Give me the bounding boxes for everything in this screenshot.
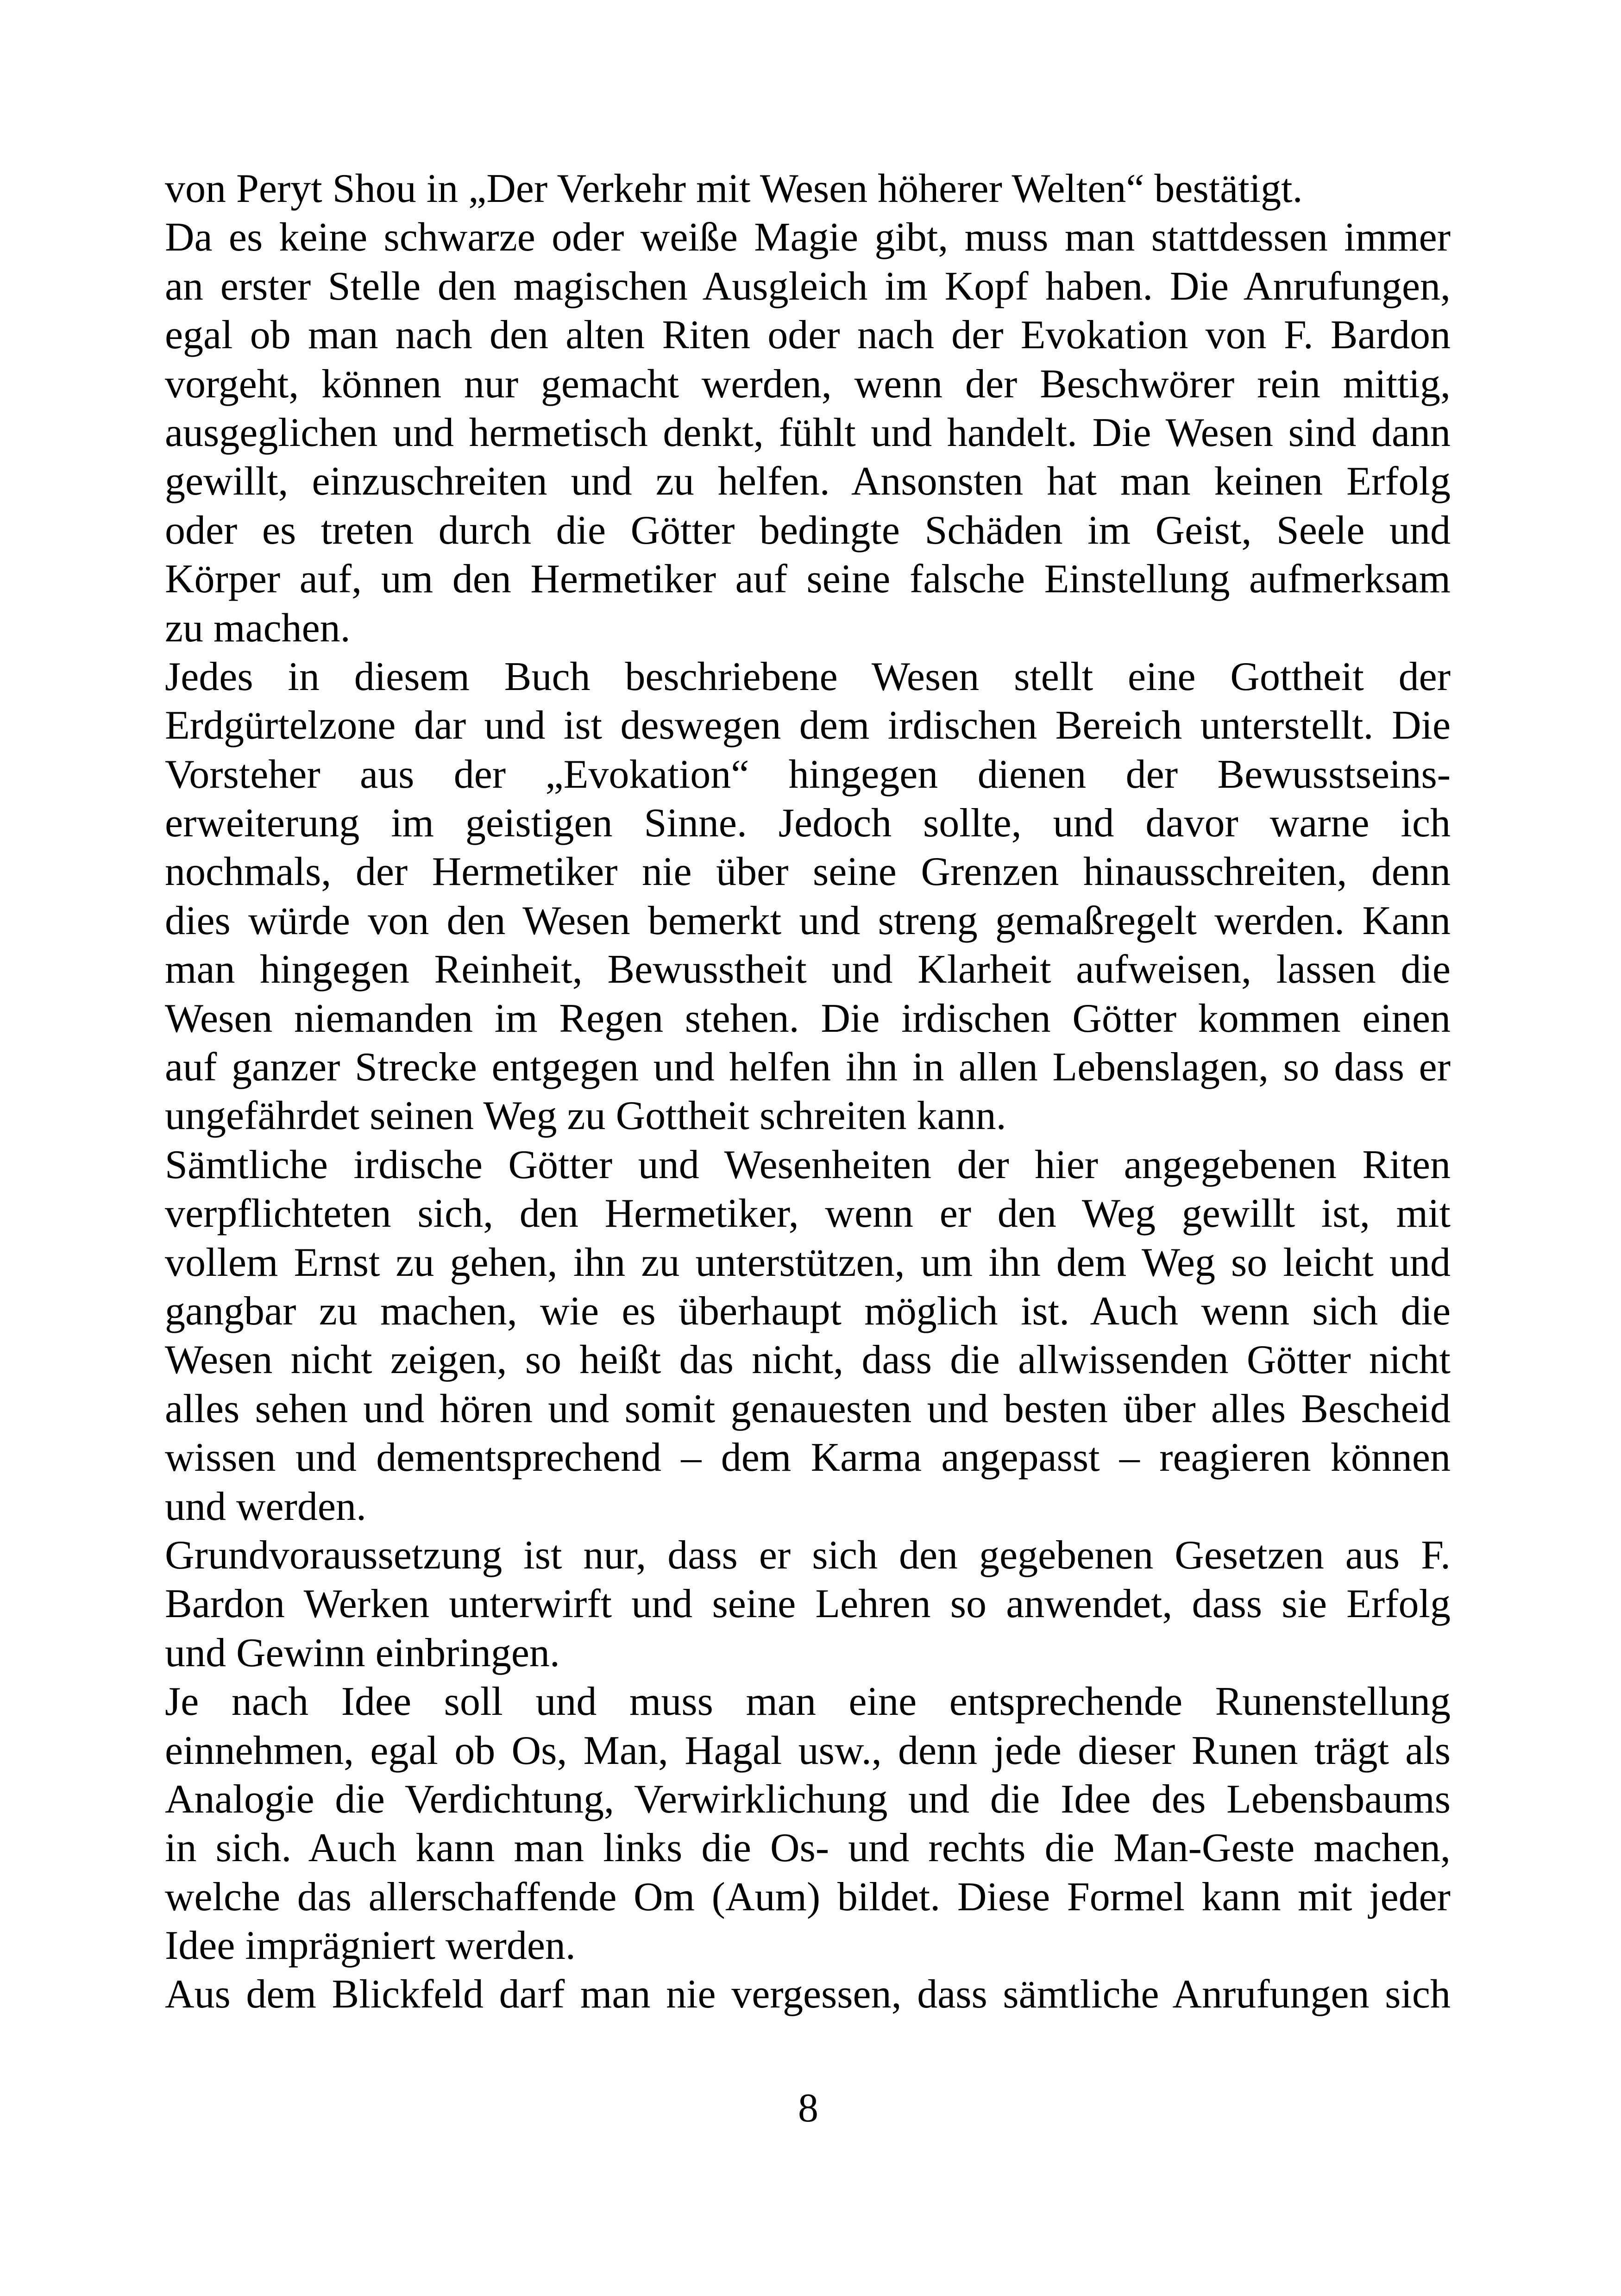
paragraph (165, 213, 1451, 652)
paragraph (165, 164, 1451, 213)
text-line: ausgeglichen und hermetisch denkt, fühlt und handelt. Die Wesen sind dann (165, 410, 1451, 455)
text-line: Je nach Idee soll und muss man eine entsprechende Runenstellung (165, 1679, 1451, 1725)
text-line: an erster Stelle den magischen Ausgleich im Kopf haben. Die Anrufungen, (165, 263, 1451, 309)
text-line: wissen und dementsprechend – dem Karma angepasst – reagieren können (165, 1435, 1451, 1480)
text-line: egal ob man nach den alten Riten oder nach der Evokation von F. Bardon (165, 313, 1451, 358)
text-line: Vorsteher aus der „Evokation“ hingegen dienen der Bewusstseins- (165, 752, 1451, 797)
text-line: gangbar zu machen, wie es überhaupt möglich ist. Auch wenn sich die (165, 1288, 1451, 1334)
text-line: auf ganzer Strecke entgegen und helfen ihn in allen Lebenslagen, so dass er (165, 1045, 1451, 1090)
text-line: Grundvoraussetzung ist nur, dass er sich den gegebenen Gesetzen aus F. (165, 1532, 1451, 1578)
text-line: und Gewinn einbringen. (165, 1630, 560, 1675)
text-line: Idee imprägniert werden. (165, 1923, 576, 1969)
paragraph (165, 1531, 1451, 1677)
text-line: vorgeht, können nur gemacht werden, wenn der Beschwörer rein mittig, (165, 361, 1451, 407)
text-line: alles sehen und hören und somit genauesten und besten über alles Bescheid (165, 1386, 1451, 1431)
text-line: von Peryt Shou in „Der Verkehr mit Wesen höherer Welten“ bestätigt. (165, 166, 1303, 211)
page-number-text: 8 (798, 2086, 818, 2131)
text-line: Körper auf, um den Hermetiker auf seine falsche Einstellung aufmerksam (165, 557, 1451, 602)
text-line: nochmals, der Hermetiker nie über seine Grenzen hinausschreiten, denn (165, 849, 1451, 895)
text-line: oder es treten durch die Götter bedingte Schäden im Geist, Seele und (165, 508, 1451, 553)
text-line: Wesen niemanden im Regen stehen. Die irdischen Götter kommen einen (165, 996, 1451, 1041)
text-line: ungefährdet seinen Weg zu Gottheit schreiten kann. (165, 1093, 1006, 1139)
text-line: Sämtliche irdische Götter und Wesenheiten der hier angegebenen Riten (165, 1142, 1451, 1187)
text-line: in sich. Auch kann man links die Os- und rechts die Man-Geste machen, (165, 1826, 1451, 1871)
paragraph (165, 1141, 1451, 1531)
text-line: Aus dem Blickfeld darf man nie vergessen, dass sämtliche Anrufungen sich (165, 1972, 1451, 2017)
text-line: Erdgürtelzone dar und ist deswegen dem irdischen Bereich unterstellt. Die (165, 703, 1451, 748)
text-line: Analogie die Verdichtung, Verwirklichung und die Idee des Lebensbaums (165, 1776, 1451, 1822)
text-line: welche das allerschaffende Om (Aum) bildet. Diese Formel kann mit jeder (165, 1874, 1451, 1920)
text-line: verpflichteten sich, den Hermetiker, wenn er den Weg gewillt ist, mit (165, 1191, 1451, 1236)
text-line: Da es keine schwarze oder weiße Magie gibt, muss man stattdessen immer (165, 215, 1451, 260)
text-line: erweiterung im geistigen Sinne. Jedoch sollte, und davor warne ich (165, 801, 1451, 846)
text-line: Wesen nicht zeigen, so heißt das nicht, dass die allwissenden Götter nicht (165, 1337, 1451, 1383)
text-line: man hingegen Reinheit, Bewusstheit und Klarheit aufweisen, lassen die (165, 947, 1451, 992)
paragraph (165, 1677, 1451, 1970)
paragraph (165, 1970, 1451, 2019)
page-number (0, 2084, 1621, 2133)
body-text (165, 164, 1451, 2019)
text-line: und werden. (165, 1484, 366, 1529)
text-line: zu machen. (165, 605, 351, 651)
text-line: dies würde von den Wesen bemerkt und streng gemaßregelt werden. Kann (165, 898, 1451, 943)
text-line: gewillt, einzuschreiten und zu helfen. Ansonsten hat man keinen Erfolg (165, 459, 1451, 504)
text-line: einnehmen, egal ob Os, Man, Hagal usw., denn jede dieser Runen trägt als (165, 1728, 1451, 1773)
text-line: vollem Ernst zu gehen, ihn zu unterstützen, um ihn dem Weg so leicht und (165, 1240, 1451, 1285)
text-line: Bardon Werken unterwirft und seine Lehren so anwendet, dass sie Erfolg (165, 1581, 1451, 1627)
paragraph (165, 652, 1451, 1141)
text-line: Jedes in diesem Buch beschriebene Wesen stellt eine Gottheit der (165, 654, 1451, 699)
